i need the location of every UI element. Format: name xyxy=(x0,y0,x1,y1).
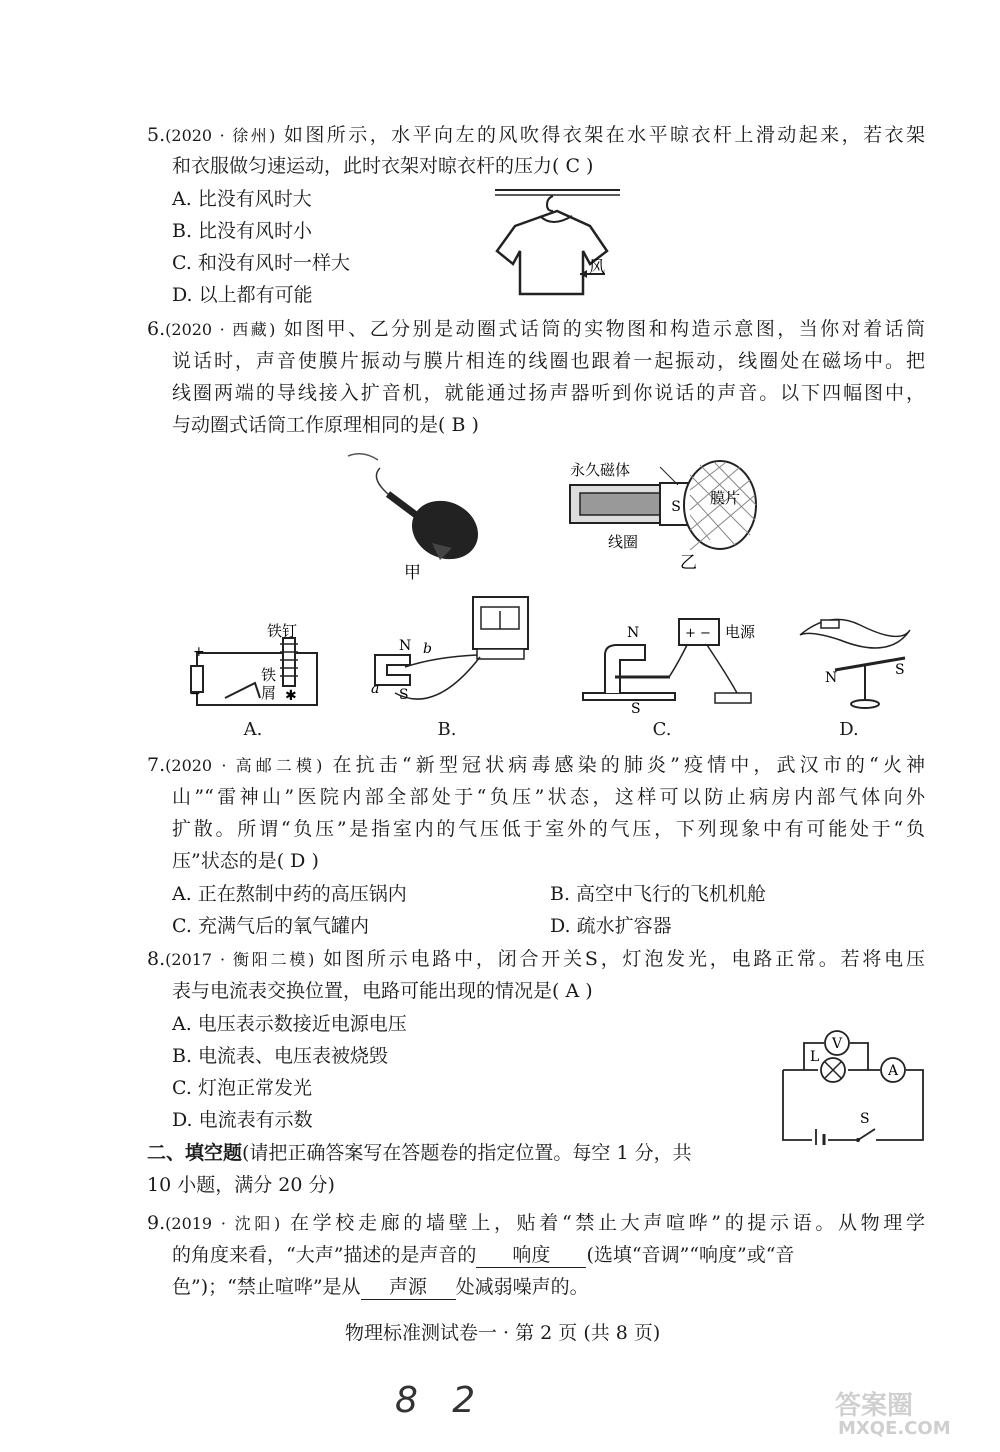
q5-answer: ( C ) xyxy=(552,155,594,177)
q9-line1 xyxy=(147,1210,925,1237)
q9-text-1: 在学校走廊的墙壁上，贴着“禁止大声喧哗”的提示语。从物理学 xyxy=(289,1212,925,1234)
q8-switch-label: S xyxy=(860,1111,870,1127)
q8-circuit-diagram xyxy=(778,1015,928,1145)
q6-option-a-label: A. xyxy=(243,719,263,740)
watermark-url: MXQE.COM xyxy=(838,1418,951,1439)
q7-line3: 扩散。所谓“负压”是指室内的气压低于室外的气压，下列现象中有可能处于“负 xyxy=(172,818,925,840)
q6-yi-coil-label: 线圈 xyxy=(608,533,639,551)
svg-text:✱: ✱ xyxy=(285,688,297,704)
q8-ammeter-label: A xyxy=(887,1063,899,1079)
q5-option-c: C. 和没有风时一样大 xyxy=(172,252,350,274)
q5-text-1: 如图所示，水平向左的风吹得衣架在水平晾衣杆上滑动起来，若衣架 xyxy=(283,124,925,146)
watermark-logo: 答案圈 xyxy=(835,1391,914,1421)
q6-option-c-label: C. xyxy=(652,719,672,740)
q8-voltmeter-label: V xyxy=(831,1036,843,1052)
q8-line2 xyxy=(172,978,593,1004)
q5-wind-label: 风 xyxy=(589,257,606,276)
q5-option-a: A. 比没有风时大 xyxy=(172,188,312,210)
q6-c-s: S xyxy=(631,701,641,715)
q7-option-c: C. 充满气后的氧气罐内 xyxy=(172,915,369,937)
q9-source: (2019 · 沈阳) xyxy=(165,1214,281,1233)
q9-text-2a: 的角度来看，“大声”描述的是声音的 xyxy=(172,1244,477,1266)
q6-option-b-label: B. xyxy=(437,719,457,740)
q6-a-plus: + xyxy=(193,644,205,660)
q6-a-nail-label: 铁钉 xyxy=(267,622,298,640)
q5-option-b: B. 比没有风时小 xyxy=(172,220,313,242)
page-footer: 物理标准测试卷一 · 第 2 页 (共 8 页) xyxy=(345,1322,661,1344)
q8-option-a: A. 电压表示数接近电源电压 xyxy=(172,1013,407,1035)
q6-d-s: S xyxy=(895,662,905,678)
q6-c-n: N xyxy=(627,625,640,641)
q6-d-n: N xyxy=(825,670,838,686)
section2-heading-line2: 10 小题，满分 20 分) xyxy=(147,1174,335,1196)
q6-text-1: 如图甲、乙分别是动圈式话筒的实物图和构造示意图，当你对着话筒 xyxy=(283,318,925,340)
q9-line3 xyxy=(172,1274,589,1300)
q5-option-d: D. 以上都有可能 xyxy=(172,284,313,306)
q9-text-3a: 色”)；“禁止喧哗”是从 xyxy=(172,1276,361,1298)
handwritten-note: 8 2 xyxy=(395,1380,476,1421)
q6-number: 6. xyxy=(147,318,166,340)
q7-line1 xyxy=(147,752,925,779)
q6-b-a: a xyxy=(371,681,380,697)
q6-figure-b-generator xyxy=(365,595,540,715)
q7-answer: ( D ) xyxy=(276,850,319,872)
q6-figure-jia-microphone xyxy=(340,448,490,583)
q6-line3: 线圈两端的导线接入扩音机，就能通过扬声器听到你说话的声音。以下四幅图中， xyxy=(172,382,925,404)
q6-b-n: N xyxy=(399,638,412,654)
q6-option-d-label: D. xyxy=(839,719,859,740)
q9-number: 9. xyxy=(147,1212,166,1234)
q7-option-d: D. 疏水扩容器 xyxy=(550,915,672,937)
q6-source: (2020 · 西藏) xyxy=(165,320,276,339)
q7-text-1: 在抗击“新型冠状病毒感染的肺炎”疫情中，武汉市的“火神 xyxy=(332,754,925,776)
q6-line4 xyxy=(172,412,479,438)
q6-c-power-label: 电源 xyxy=(725,623,756,641)
q5-text-2: 和衣服做匀速运动，此时衣架对晾衣杆的压力 xyxy=(172,155,553,177)
q6-line2: 说话时，声音使膜片振动与膜片相连的线圈也跟着一起振动，线圈处在磁场中。把 xyxy=(172,350,925,372)
q6-yi-caption: 乙 xyxy=(680,553,697,573)
q6-figure-a-electromagnet xyxy=(185,618,335,713)
q5-number: 5. xyxy=(147,124,166,146)
q5-figure-shirt-on-rod xyxy=(495,186,625,306)
q5-source: (2020 · 徐州) xyxy=(165,126,276,145)
q8-source: (2017 · 衡阳二模) xyxy=(165,950,315,969)
q6-figure-c-motor xyxy=(575,615,765,715)
q6-jia-caption: 甲 xyxy=(404,563,421,583)
q5-line1 xyxy=(147,122,925,149)
q6-figure-d-compass xyxy=(795,610,915,715)
q6-yi-magnet-label: 永久磁体 xyxy=(570,461,631,479)
q9-text-3b: 处减弱噪声的。 xyxy=(455,1276,589,1298)
q7-text-4: 压”状态的是 xyxy=(172,850,277,872)
q6-figure-yi-structure xyxy=(560,455,760,575)
q7-line2: 山”“雷神山”医院内部全部处于“负压”状态，这样可以防止病房内部气体向外 xyxy=(172,786,925,808)
section2-heading-line1 xyxy=(147,1140,767,1166)
q9-blank-1: 响度 xyxy=(476,1243,586,1268)
q6-a-minus: − xyxy=(189,686,201,702)
q6-b-b: b xyxy=(423,641,432,657)
q9-text-2b: (选填“音调”“响度”或“音 xyxy=(586,1244,795,1266)
q8-lamp-label: L xyxy=(810,1049,820,1065)
q6-b-s: S xyxy=(399,687,409,703)
q7-option-a: A. 正在熬制中药的高压锅内 xyxy=(172,883,407,905)
q6-answer: ( B ) xyxy=(438,414,479,436)
q8-answer: ( A ) xyxy=(552,980,593,1002)
q7-number: 7. xyxy=(147,754,166,776)
q8-number: 8. xyxy=(147,948,166,970)
q8-text-1: 如图所示电路中，闭合开关S，灯泡发光，电路正常。若将电压 xyxy=(323,948,925,970)
q5-line2 xyxy=(172,153,593,179)
q8-option-b: B. 电流表、电压表被烧毁 xyxy=(172,1045,389,1067)
q7-option-b: B. 高空中飞行的飞机机舱 xyxy=(550,883,767,905)
q8-option-c: C. 灯泡正常发光 xyxy=(172,1077,312,1099)
q6-a-filings-label-1: 铁 xyxy=(261,666,277,684)
q6-yi-membrane-label: 膜片 xyxy=(710,489,741,507)
q6-line1 xyxy=(147,316,925,343)
q6-text-4: 与动圈式话筒工作原理相同的是 xyxy=(172,414,439,436)
section2-instructions: (请把正确答案写在答题卷的指定位置。每空 1 分，共 xyxy=(242,1142,692,1164)
q9-blank-2: 声源 xyxy=(361,1275,456,1300)
svg-text:S: S xyxy=(671,499,681,515)
q8-line1 xyxy=(147,946,925,973)
q8-option-d: D. 电流表有示数 xyxy=(172,1109,313,1131)
svg-text:+ −: + − xyxy=(685,626,711,641)
q9-line2 xyxy=(172,1242,794,1268)
q6-a-filings-label-2: 屑 xyxy=(261,684,277,702)
section2-title: 二、填空题 xyxy=(147,1142,243,1164)
q8-text-2: 表与电流表交换位置，电路可能出现的情况是 xyxy=(172,980,553,1002)
q7-line4 xyxy=(172,848,319,874)
q7-source: (2020 · 高邮二模) xyxy=(165,756,323,775)
